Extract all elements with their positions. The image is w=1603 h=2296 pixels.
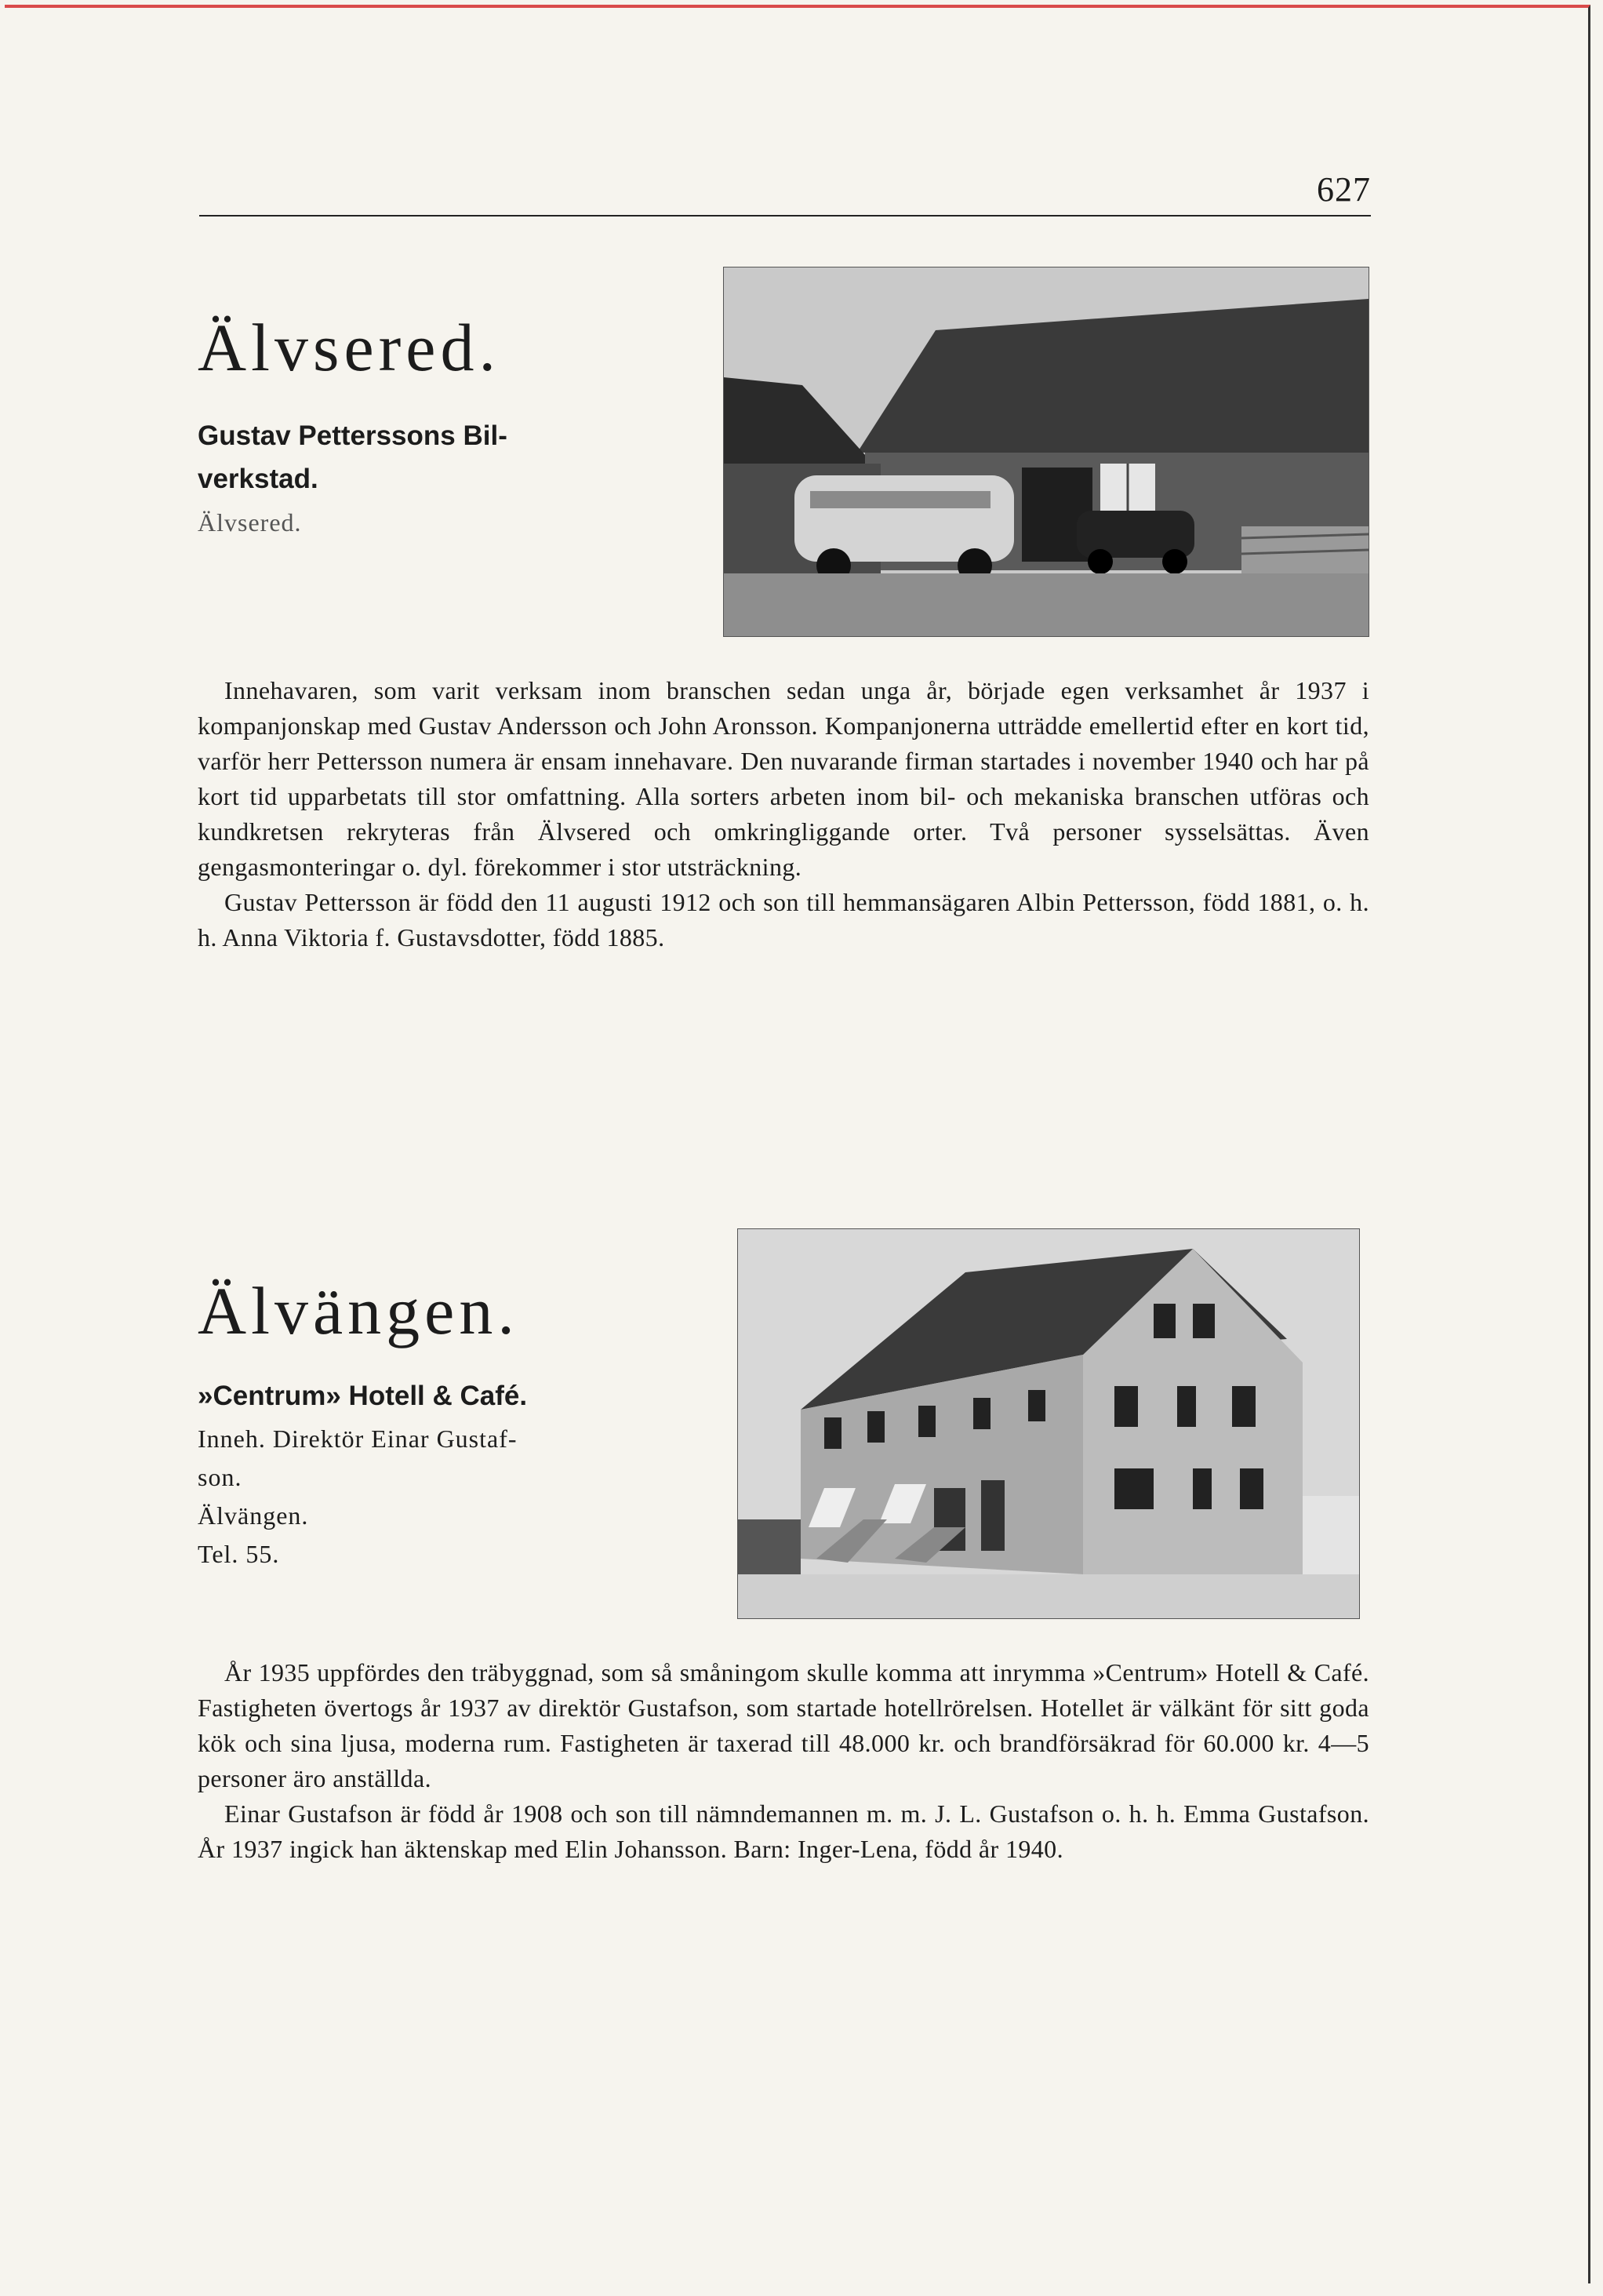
garage-photo — [723, 267, 1369, 637]
business-name-line1: Gustav Petterssons Bil- — [198, 420, 507, 451]
hotel-photo — [737, 1228, 1360, 1619]
owner-line1: Inneh. Direktör Einar Gustaf- — [198, 1425, 518, 1453]
section2-body — [198, 1655, 1369, 1867]
section2-paragraph: Einar Gustafson är född år 1908 och son till nämndemannen m. m. J. L. Gustafson o. h. h. Emma Gustafson. År 1937 ingick han äktenskap med Elin Johansson. Barn: Inger-Lena, född år 1940. — [198, 1799, 1369, 1863]
section1-paragraph: Gustav Pettersson är född den 11 augusti 1912 och son till hemmansägaren Albin Pettersson, född 1881, o. h. h. Anna Viktoria f. Gustavsdotter, född 1885. — [198, 888, 1369, 952]
hotel-info — [198, 1420, 518, 1574]
page-number: 627 — [1317, 170, 1371, 209]
business-name — [198, 414, 507, 500]
owner-line2: son. — [198, 1463, 242, 1491]
business-location: Älvsered. — [198, 508, 302, 537]
section2-paragraph: År 1935 uppfördes den träbyggnad, som så småningom skulle komma att inrymma »Centrum» Hotell & Café. Fastigheten övertogs år 1937 av direktör Gustafson, som startade hotellrörelsen. Hotellet är välkänt för sitt goda kök och sina ljusa, moderna rum. Fastigheten är taxerad till 48.000 kr. och brandförsäkrad för 60.000 kr. 4—5 personer äro anställda. — [198, 1658, 1369, 1792]
hotel-name: »Centrum» Hotell & Café. — [198, 1381, 528, 1411]
business-name-line2: verkstad. — [198, 464, 318, 494]
header-rule — [199, 215, 1371, 217]
section-title-alvsered: Älvsered. — [198, 310, 500, 385]
section1-body — [198, 673, 1369, 955]
section-title-alvangen: Älvängen. — [198, 1273, 519, 1348]
section1-paragraph: Innehavaren, som varit verksam inom branschen sedan unga år, började egen verksamhet år 1937 i kompanjonskap med Gustav Andersson och John Aronsson. Kompanjonerna utträdde emellertid efter en kort tid, varför herr Pettersson numera är ensam innehavare. Den nuvarande firman startades i november 1940 och har på kort tid upparbetats till stor omfattning. Alla sorters arbeten inom bil- och mekaniska branschen utföras och kundkretsen rekryteras från Älvsered och omkringliggande orter. Två personer sysselsättas. Även gengasmonteringar o. dyl. förekommer i stor utsträckning. — [198, 676, 1369, 881]
hotel-photo-image — [738, 1229, 1359, 1618]
hotel-location: Älvängen. — [198, 1501, 309, 1530]
hotel-phone: Tel. 55. — [198, 1540, 280, 1568]
garage-photo-image — [724, 267, 1369, 636]
